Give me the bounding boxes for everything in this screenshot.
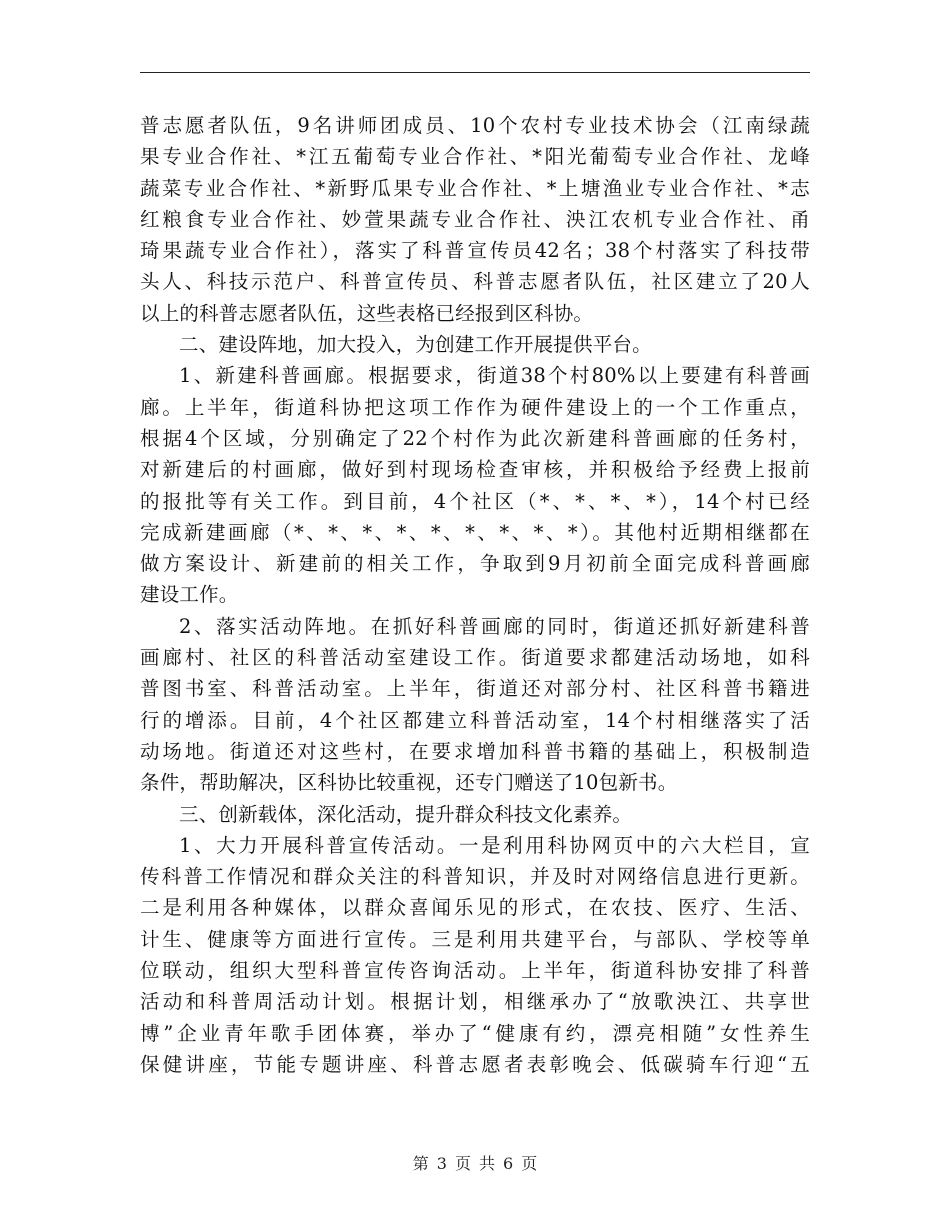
text-line: 博”企业青年歌手团体赛，举办了“健康有约，漂亮相随”女性养生 — [140, 1021, 810, 1045]
text-line: 活动和科普周活动计划。根据计划，相继承办了“放歌泱江、共享世 — [140, 990, 810, 1014]
footer-prefix: 第 — [412, 1154, 429, 1173]
text-line: 传科普工作情况和群众关注的科普知识，并及时对网络信息进行更新。 — [140, 865, 810, 889]
footer-suffix: 页 — [521, 1154, 538, 1173]
text-line: 建设工作。 — [140, 583, 239, 607]
page-footer — [0, 1152, 950, 1176]
text-line: 条件，帮助解决，区科协比较重视，还专门赠送了10包新书。 — [140, 771, 678, 795]
text-line: 对新建后的村画廊，做好到村现场检查审核，并积极给予经费上报前 — [140, 458, 810, 482]
text-line: 果专业合作社、*江五葡萄专业合作社、*阳光葡萄专业合作社、龙峰 — [140, 145, 810, 169]
text-line: 红粮食专业合作社、妙萱果蔬专业合作社、泱江农机专业合作社、甬 — [140, 207, 810, 231]
text-line: 蔬菜专业合作社、*新野瓜果专业合作社、*上塘渔业专业合作社、*志 — [140, 176, 810, 200]
footer-page-word: 页 — [454, 1154, 471, 1173]
text-line: 三、创新载体，深化活动，提升群众科技文化素养。 — [179, 802, 633, 826]
text-line: 普图书室、科普活动室。上半年，街道还对部分村、社区科普书籍进 — [140, 677, 810, 701]
text-line: 2、落实活动阵地。在抓好科普画廊的同时，街道还抓好新建科普 — [179, 614, 810, 638]
text-line: 以上的科普志愿者队伍，这些表格已经报到区科协。 — [140, 301, 594, 325]
text-line: 二是利用各种媒体，以群众喜闻乐见的形式，在农技、医疗、生活、 — [140, 896, 810, 920]
text-line: 1、大力开展科普宣传活动。一是利用科协网页中的六大栏目，宣 — [179, 833, 810, 857]
text-line: 完成新建画廊（*、*、*、*、*、*、*、*、*）。其他村近期相继都在 — [140, 520, 810, 544]
text-line: 画廊村、社区的科普活动室建设工作。街道要求都建活动场地，如科 — [140, 646, 810, 670]
text-line: 做方案设计、新建前的相关工作，争取到9月初前全面完成科普画廊 — [140, 552, 810, 576]
text-line: 行的增添。目前，4个社区都建立科普活动室，14个村相继落实了活 — [140, 708, 810, 732]
footer-total-word: 共 — [479, 1154, 496, 1173]
text-line: 根据4个区域，分别确定了22个村作为此次新建科普画廊的任务村， — [140, 426, 810, 450]
text-line: 廊。上半年，街道科协把这项工作作为硬件建设上的一个工作重点， — [140, 395, 810, 419]
text-line: 计生、健康等方面进行宣传。三是利用共建平台，与部队、学校等单 — [140, 927, 810, 951]
text-line: 保健讲座，节能专题讲座、科普志愿者表彰晚会、低碳骑车行迎“五 — [140, 1052, 810, 1076]
footer-total-pages: 6 — [503, 1154, 514, 1173]
text-line: 的报批等有关工作。到目前，4个社区（*、*、*、*），14个村已经 — [140, 489, 810, 513]
document-body — [140, 110, 810, 1080]
footer-current-page: 3 — [436, 1154, 447, 1173]
text-line: 动场地。街道还对这些村，在要求增加科普书籍的基础上，积极制造 — [140, 739, 810, 763]
text-line: 琦果蔬专业合作社），落实了科普宣传员42名；38个村落实了科技带 — [140, 239, 810, 263]
header-rule — [140, 72, 810, 73]
text-line: 头人、科技示范户、科普宣传员、科普志愿者队伍，社区建立了20人 — [140, 270, 810, 294]
text-line: 1、新建科普画廊。根据要求，街道38个村80%以上要建有科普画 — [179, 364, 810, 388]
text-line: 普志愿者队伍，9名讲师团成员、10个农村专业技术协会（江南绿蔬 — [140, 114, 810, 137]
text-line: 位联动，组织大型科普宣传咨询活动。上半年，街道科协安排了科普 — [140, 959, 810, 983]
text-line: 二、建设阵地，加大投入，为创建工作开展提供平台。 — [179, 333, 652, 357]
